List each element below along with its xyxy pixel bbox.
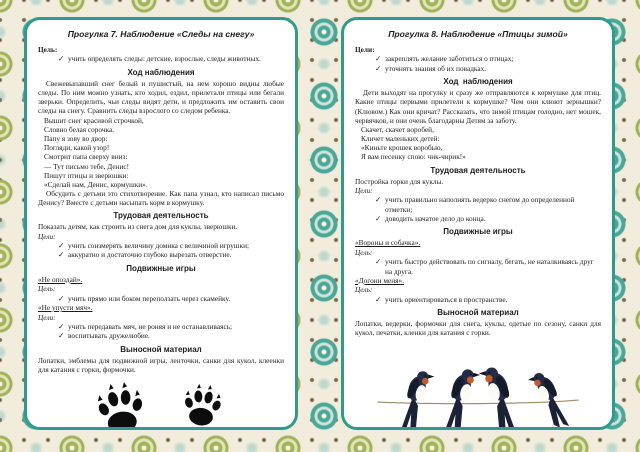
paw-print-icon: [51, 378, 271, 430]
check-icon: ✓: [57, 54, 65, 64]
section-heading-labor: Трудовая деятельность: [113, 211, 209, 221]
list-item-text: учить правильно наполнять ведерко снегом до определенной отметки;: [385, 195, 575, 214]
page-title: Прогулка 7. Наблюдение «Следы на снегу»: [67, 29, 255, 39]
game-goal-label: Цели:: [38, 312, 56, 322]
check-icon: ✓: [374, 213, 382, 223]
list-item: [371, 195, 601, 214]
check-icon: ✓: [374, 63, 382, 73]
poem-line: «Киньте крошек воробью,: [361, 143, 443, 153]
observation-paragraph: Свежевыпавший снег белый и пушистый, на нем хорошо видны любые следы. По ним можно узнать, кто ходил, ездил, прилетали птицы или бегали зверьки. Определить, чьи следы видят дети, и предложить им оставить свои следы на снегу. Сравнить следы взрослого со следом ребенка.: [38, 78, 284, 116]
list-item: [54, 250, 284, 259]
check-icon: ✓: [57, 331, 65, 341]
list-item-text: доводить начатое дело до конца.: [385, 213, 486, 223]
check-icon: ✓: [57, 241, 65, 251]
poem-line: Папу я зову во двор:: [44, 133, 108, 143]
material-paragraph: Лопатки, эмблемы для подвижной игры, ленточки, санки для кукол, клеенки для катания с горки, формочки.: [38, 355, 284, 374]
poem-line: Погляди, какой узор!: [44, 143, 110, 153]
labor-goal-label: Цели:: [38, 231, 56, 241]
material-paragraph: Лопатки, ведерки, формочки для снега, куклы, одетые по сезону, санки для кукол, печатки, кленки для катания с горки.: [355, 319, 601, 338]
observation-paragraph: Дети выходят на прогулку и сразу же отправляются к кормушке для птиц. Какие птицы первыми прилетели к кормушке? Чем они клюют зернышки? (Клювом.) Как они кричат? Рассказать, что зимой птицам голодно, нет мошек, червячков, и они очень благодарны Детям за заботу.: [355, 88, 601, 125]
swallows-illustration: [355, 342, 601, 430]
goal-label: Цель:: [38, 45, 58, 54]
list-item: [54, 331, 284, 340]
list-item-text: учить ориентироваться в пространстве.: [385, 294, 508, 304]
poem-line: — Тут письмо тебе, Денис!: [44, 161, 130, 171]
list-item: [371, 257, 601, 276]
list-item: [54, 54, 284, 63]
section-heading-material: Выносной материал: [437, 308, 519, 318]
list-item: [371, 54, 601, 63]
check-icon: ✓: [57, 322, 65, 332]
section-heading-observation: Ход наблюдения: [127, 67, 195, 77]
page-walk-8: [341, 17, 615, 430]
check-icon: ✓: [374, 195, 382, 205]
poem-line: Вышит снег красивой строчкой,: [44, 115, 144, 125]
list-item-text: воспитывать дружелюбие.: [68, 331, 150, 341]
labor-intro: Постройка горки для куклы.: [355, 176, 444, 186]
poem-line: Я вам песенку спою: чик-чирик!»: [361, 152, 466, 162]
swallows-on-wire-image: [370, 342, 586, 430]
list-item-text: аккуратно и достаточно глубоко вырезать отверстие.: [68, 250, 232, 260]
list-item-text: учить быстро действовать по сигналу, бегать, не наталкиваясь друг на друга.: [385, 257, 594, 276]
game-name: «Не опоздай».: [38, 274, 83, 284]
poem-line: «Сделай нам, Денис, кормушки».: [44, 179, 148, 189]
game-name: «Догони меня».: [355, 275, 404, 285]
paw-prints-illustration: [38, 378, 284, 430]
labor-goal-label: Цели:: [355, 185, 373, 195]
check-icon: ✓: [57, 293, 65, 303]
poem-line: Скачет, скачет воробей,: [361, 124, 434, 134]
game-name: «Вороны и собачка».: [355, 238, 421, 248]
observation-paragraph-2: Обсудить с детьми это стихотворение. Как папа узнал, кто написал письмо Денису? Вместе с детьми насыпать корм в кормушку.: [38, 189, 284, 208]
list-item: [54, 294, 284, 303]
list-item-text: уточнять знания об их повадках.: [385, 63, 487, 73]
game-goal-label: Цель:: [355, 247, 373, 257]
check-icon: ✓: [374, 257, 382, 267]
game-goal-label: Цель:: [38, 284, 56, 294]
poem-line: Словно белая сорочка.: [44, 124, 115, 134]
poem-line: Кличет маленьких детей:: [361, 134, 440, 144]
list-item-text: учить определять следы: детские, взрослые, следы животных.: [68, 54, 261, 64]
section-heading-games: Подвижные игры: [126, 263, 196, 273]
poem-line: Пишут птицы и зверюшки:: [44, 170, 129, 180]
list-item-text: закреплять желание заботиться о птицах;: [385, 54, 514, 64]
poem-line: Смотрит папа сверху вниз:: [44, 152, 128, 162]
list-item: [371, 295, 601, 304]
check-icon: ✓: [374, 54, 382, 64]
list-item: [54, 241, 284, 250]
section-heading-material: Выносной материал: [120, 344, 202, 354]
list-item-text: учить прямо или боком переползать через скамейку.: [68, 293, 231, 303]
section-heading-games: Подвижные игры: [443, 227, 513, 237]
list-item-text: учить передавать мяч, не роняя и не останавливаясь;: [68, 322, 233, 332]
list-item: [371, 214, 601, 223]
check-icon: ✓: [374, 294, 382, 304]
list-item: [371, 64, 601, 73]
page-walk-7: [24, 17, 298, 430]
page-title: Прогулка 8. Наблюдение «Птицы зимой»: [388, 29, 568, 39]
list-item: [54, 322, 284, 331]
labor-intro: Показать детям, как строить из снега дом для куклы, зверюшки.: [38, 222, 238, 232]
game-goal-label: Цель:: [355, 285, 373, 295]
list-item-text: учить соизмерять величину домика с величиной игрушки;: [68, 241, 250, 251]
section-heading-observation: Ход наблюдения: [443, 77, 513, 87]
check-icon: ✓: [57, 250, 65, 260]
wire: [377, 400, 578, 404]
game-name: «Не упусти мяч».: [38, 303, 93, 313]
goal-label: Цели:: [355, 45, 375, 54]
section-heading-labor: Трудовая деятельность: [430, 165, 526, 175]
